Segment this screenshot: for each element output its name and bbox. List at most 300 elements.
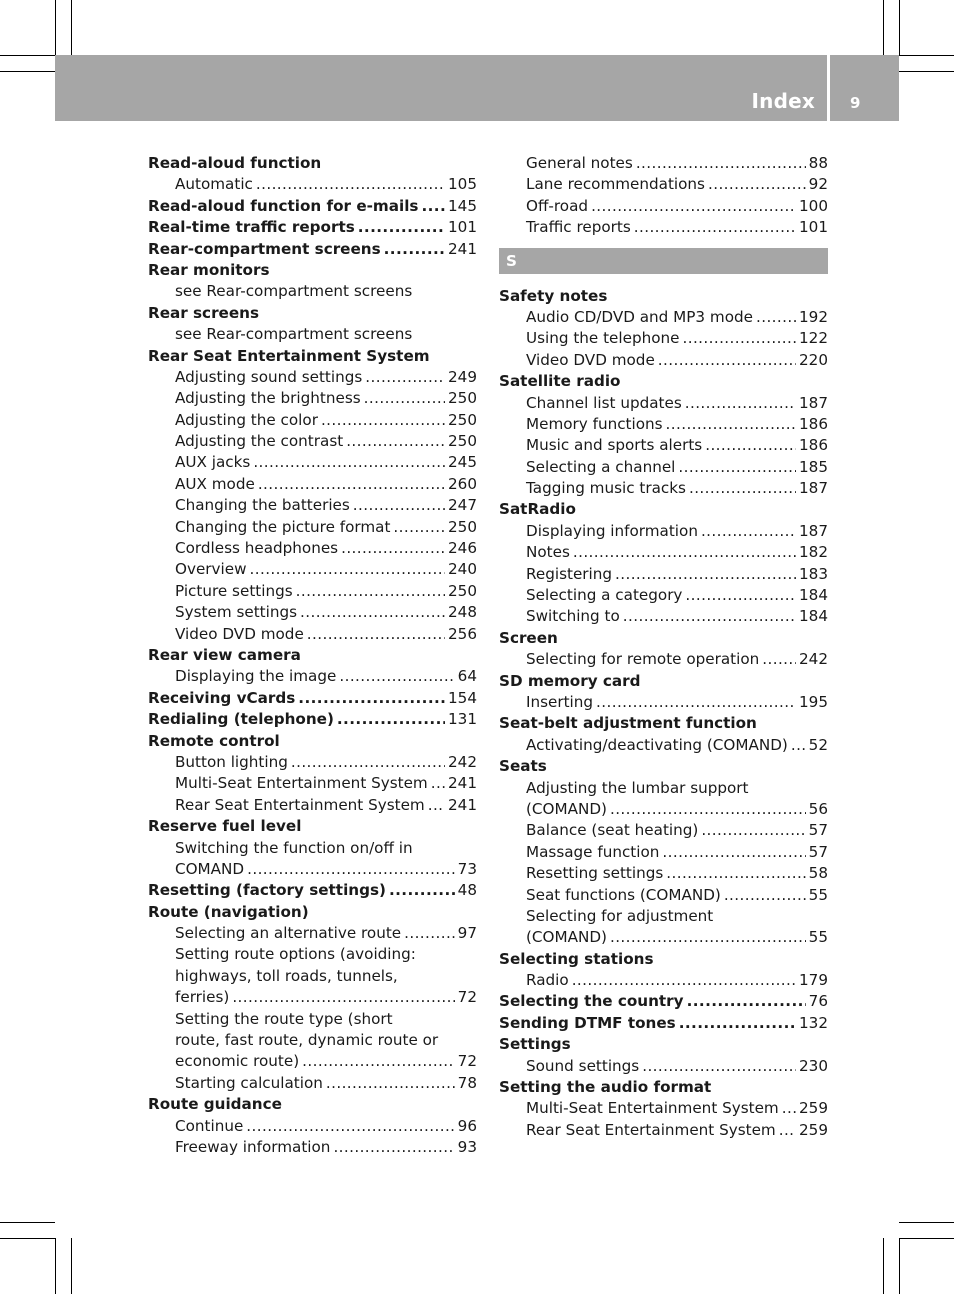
- entry-text: Activating/deactivating (COMAND): [526, 735, 788, 754]
- page-reference[interactable]: 260: [448, 474, 477, 493]
- page-reference[interactable]: 192: [799, 307, 828, 326]
- crop-mark: [899, 1238, 900, 1294]
- entry-text: Multi-Seat Entertainment System: [175, 774, 428, 793]
- index-subentry[interactable]: [499, 649, 828, 670]
- dot-leader: [300, 602, 445, 623]
- page-reference[interactable]: 52: [808, 735, 828, 754]
- entry-text: route, fast route, dynamic route or: [175, 1031, 439, 1050]
- dot-leader: [705, 435, 796, 456]
- entry-text: Settings: [499, 1035, 571, 1054]
- entry-text: Notes: [526, 543, 570, 562]
- entry-text: Freeway information: [175, 1137, 331, 1156]
- index-subentry[interactable]: [148, 752, 477, 773]
- entry-text: Rear screens: [148, 303, 260, 322]
- entry-text: Tagging music tracks: [526, 479, 686, 498]
- crop-mark: [899, 1238, 954, 1239]
- index-subentry[interactable]: [499, 885, 828, 906]
- page-reference[interactable]: 259: [799, 1120, 828, 1139]
- page-reference[interactable]: 220: [799, 350, 828, 369]
- entry-text: Channel list updates: [526, 393, 682, 412]
- entry-text: System settings: [175, 603, 298, 622]
- index-subentry[interactable]: [148, 773, 477, 794]
- dot-leader: [666, 414, 796, 435]
- index-heading[interactable]: [499, 1013, 828, 1034]
- index-heading: [148, 816, 477, 837]
- page-reference[interactable]: 183: [799, 564, 828, 583]
- dot-leader: [337, 709, 445, 730]
- index-subentry[interactable]: [148, 517, 477, 538]
- index-subentry[interactable]: [148, 1051, 477, 1072]
- dot-leader: [302, 1051, 455, 1072]
- page-reference[interactable]: 242: [799, 650, 828, 669]
- dot-leader: [591, 196, 796, 217]
- page-reference[interactable]: 72: [457, 1052, 477, 1071]
- dot-leader: [431, 773, 445, 794]
- entry-text: economic route): [175, 1052, 300, 1071]
- index-subentry: [148, 1009, 477, 1030]
- entry-text: Selecting stations: [499, 949, 654, 968]
- dot-leader: [701, 521, 796, 542]
- index-subentry[interactable]: [148, 174, 477, 195]
- entry-text: (COMAND): [526, 799, 607, 818]
- page-reference[interactable]: 184: [799, 586, 828, 605]
- dot-leader: [393, 517, 445, 538]
- page-reference[interactable]: 186: [799, 436, 828, 455]
- dot-leader: [389, 880, 455, 901]
- dot-leader: [296, 581, 445, 602]
- dot-leader: [250, 559, 445, 580]
- page-reference[interactable]: 92: [808, 175, 828, 194]
- index-heading[interactable]: [148, 709, 477, 730]
- index-subentry[interactable]: [499, 521, 828, 542]
- dot-leader: [687, 991, 806, 1012]
- crop-mark: [883, 1238, 884, 1294]
- index-subentry[interactable]: [499, 328, 828, 349]
- entry-text: Setting route options (avoiding:: [175, 945, 416, 964]
- page-number-box: [830, 55, 899, 121]
- index-column-left: [148, 153, 477, 1158]
- dot-leader: [307, 624, 445, 645]
- page-reference[interactable]: 131: [448, 710, 477, 729]
- dot-leader: [701, 820, 805, 841]
- crop-mark: [0, 55, 55, 56]
- crop-mark: [0, 71, 55, 72]
- index-subentry[interactable]: [499, 863, 828, 884]
- entry-text: Safety notes: [499, 286, 608, 305]
- index-subentry[interactable]: [148, 452, 477, 473]
- index-subentry[interactable]: [499, 307, 828, 328]
- index-subentry[interactable]: [148, 581, 477, 602]
- index-subentry[interactable]: [148, 559, 477, 580]
- entry-text: Resetting settings: [526, 864, 664, 883]
- dot-leader: [346, 431, 445, 452]
- crop-mark: [0, 1222, 55, 1223]
- dot-leader: [333, 1137, 454, 1158]
- entry-text: Adjusting the lumbar support: [526, 778, 749, 797]
- entry-text: Seat functions (COMAND): [526, 885, 721, 904]
- index-subentry[interactable]: [499, 692, 828, 713]
- crop-mark: [883, 0, 884, 55]
- index-heading: [499, 756, 828, 777]
- entry-text: Rear Seat Entertainment System: [175, 795, 425, 814]
- dot-leader: [596, 692, 796, 713]
- entry-text: AUX jacks: [175, 453, 251, 472]
- dot-leader: [708, 174, 806, 195]
- index-subentry: [148, 944, 477, 965]
- index-subentry: [148, 838, 477, 859]
- entry-text: Rear monitors: [148, 260, 270, 279]
- entry-text: Selecting for remote operation: [526, 650, 760, 669]
- page-reference[interactable]: 249: [448, 367, 477, 386]
- entry-text: Sending DTMF tones: [499, 1013, 676, 1032]
- page-reference[interactable]: 76: [808, 992, 828, 1011]
- entry-text: Route (navigation): [148, 902, 309, 921]
- crop-mark: [899, 55, 954, 56]
- index-subentry[interactable]: [499, 585, 828, 606]
- entry-text: highways, toll roads, tunnels,: [175, 966, 398, 985]
- entry-text: Music and sports alerts: [526, 436, 703, 455]
- index-subentry: [148, 324, 477, 345]
- dot-leader: [756, 307, 796, 328]
- page-reference[interactable]: 48: [457, 881, 477, 900]
- entry-text: Redialing (telephone): [148, 710, 334, 729]
- index-subentry[interactable]: [148, 495, 477, 516]
- index-heading[interactable]: [148, 880, 477, 901]
- entry-text: Displaying information: [526, 521, 698, 540]
- page-reference[interactable]: 55: [808, 885, 828, 904]
- dot-leader: [232, 987, 454, 1008]
- entry-text: Adjusting sound settings: [175, 367, 363, 386]
- entry-text: Starting calculation: [175, 1073, 323, 1092]
- dot-leader: [762, 649, 796, 670]
- page-reference[interactable]: 56: [808, 799, 828, 818]
- index-subentry[interactable]: [148, 859, 477, 880]
- index-heading: [148, 902, 477, 923]
- page-reference[interactable]: 250: [448, 389, 477, 408]
- index-subentry: [499, 906, 828, 927]
- dot-leader: [782, 1098, 796, 1119]
- index-subentry[interactable]: [148, 624, 477, 645]
- page-reference[interactable]: 100: [799, 196, 828, 215]
- dot-leader: [662, 842, 805, 863]
- dot-leader: [623, 606, 796, 627]
- page-reference[interactable]: 96: [457, 1116, 477, 1135]
- index-subentry[interactable]: [499, 350, 828, 371]
- index-subentry[interactable]: [499, 842, 828, 863]
- page-reference[interactable]: 179: [799, 971, 828, 990]
- dot-leader: [615, 564, 796, 585]
- page-reference[interactable]: 187: [799, 393, 828, 412]
- index-subentry[interactable]: [499, 606, 828, 627]
- dot-leader: [573, 542, 796, 563]
- entry-text: Read-aloud function for e-mails: [148, 196, 419, 215]
- dot-leader: [253, 452, 445, 473]
- index-heading: [499, 713, 828, 734]
- index-subentry[interactable]: [499, 799, 828, 820]
- index-subentry[interactable]: [499, 414, 828, 435]
- index-subentry[interactable]: [499, 820, 828, 841]
- entry-text: Satellite radio: [499, 372, 621, 391]
- index-subentry[interactable]: [499, 1056, 828, 1077]
- page-reference[interactable]: 97: [457, 924, 477, 943]
- page-reference[interactable]: 182: [799, 543, 828, 562]
- dot-leader: [689, 478, 796, 499]
- entry-text: Rear-compartment screens: [148, 239, 381, 258]
- entry-text: Receiving vCards: [148, 688, 296, 707]
- index-subentry[interactable]: [148, 388, 477, 409]
- dot-leader: [634, 217, 796, 238]
- index-subentry[interactable]: [499, 1098, 828, 1119]
- dot-leader: [339, 666, 454, 687]
- index-heading: [499, 671, 828, 692]
- index-subentry[interactable]: [148, 987, 477, 1008]
- index-subentry[interactable]: [148, 410, 477, 431]
- index-heading: [499, 1077, 828, 1098]
- index-subentry: [148, 281, 477, 302]
- entry-text: Massage function: [526, 842, 660, 861]
- index-subentry[interactable]: [499, 174, 828, 195]
- index-heading: [499, 628, 828, 649]
- section-letter-header: S: [499, 248, 828, 274]
- page-reference[interactable]: 256: [448, 624, 477, 643]
- dot-leader: [404, 923, 455, 944]
- dot-leader: [421, 196, 445, 217]
- entry-text: Multi-Seat Entertainment System: [526, 1099, 779, 1118]
- entry-text: Balance (seat heating): [526, 821, 699, 840]
- entry-text: Overview: [175, 560, 247, 579]
- page-reference[interactable]: 57: [808, 842, 828, 861]
- crop-mark: [899, 1222, 954, 1223]
- index-subentry[interactable]: [148, 1116, 477, 1137]
- index-heading: [148, 731, 477, 752]
- index-heading[interactable]: [148, 196, 477, 217]
- entry-text: COMAND: [175, 859, 245, 878]
- entry-text: Read-aloud function: [148, 154, 322, 172]
- entry-text: Inserting: [526, 692, 594, 711]
- page-reference[interactable]: 241: [448, 774, 477, 793]
- entry-text: Switching the function on/off in: [175, 838, 413, 857]
- index-subentry[interactable]: [499, 153, 828, 174]
- index-heading[interactable]: [499, 991, 828, 1012]
- page-reference[interactable]: 73: [457, 859, 477, 878]
- index-heading: [148, 645, 477, 666]
- index-heading: [148, 346, 477, 367]
- page-reference[interactable]: 250: [448, 432, 477, 451]
- index-subentry[interactable]: [499, 196, 828, 217]
- page-reference[interactable]: 186: [799, 414, 828, 433]
- entry-text: Lane recommendations: [526, 175, 705, 194]
- crop-mark: [55, 0, 56, 55]
- entry-text: ferries): [175, 988, 230, 1007]
- entry-text: Screen: [499, 628, 558, 647]
- dot-leader: [384, 239, 445, 260]
- page-reference[interactable]: 245: [448, 453, 477, 472]
- page-reference[interactable]: 187: [799, 521, 828, 540]
- crop-mark: [899, 0, 900, 55]
- page-reference[interactable]: 259: [799, 1099, 828, 1118]
- page-reference[interactable]: 250: [448, 410, 477, 429]
- page-reference[interactable]: 78: [457, 1073, 477, 1092]
- index-subentry[interactable]: [499, 564, 828, 585]
- index-column-right: [499, 153, 828, 1141]
- index-subentry: [499, 778, 828, 799]
- entry-text: (COMAND): [526, 928, 607, 947]
- entry-text: Remote control: [148, 731, 280, 750]
- entry-text: Rear view camera: [148, 645, 301, 664]
- page-reference[interactable]: 250: [448, 517, 477, 536]
- page-reference[interactable]: 250: [448, 581, 477, 600]
- crop-mark: [55, 1238, 56, 1294]
- entry-text: SatRadio: [499, 500, 576, 519]
- entry-text: Rear Seat Entertainment System: [148, 346, 430, 365]
- index-subentry[interactable]: [148, 602, 477, 623]
- crop-mark: [71, 0, 72, 55]
- crop-mark: [71, 1238, 72, 1294]
- index-subentry[interactable]: [499, 735, 828, 756]
- entry-text: Selecting the country: [499, 992, 684, 1011]
- page-reference[interactable]: 184: [799, 607, 828, 626]
- dot-leader: [610, 799, 806, 820]
- index-subentry[interactable]: [499, 1120, 828, 1141]
- entry-text: Changing the picture format: [175, 517, 391, 536]
- page-reference[interactable]: 101: [448, 218, 477, 237]
- index-heading[interactable]: [148, 239, 477, 260]
- header-bar: [55, 55, 827, 121]
- entry-text: Selecting a category: [526, 586, 683, 605]
- page-reference[interactable]: 145: [448, 196, 477, 215]
- dot-leader: [682, 328, 796, 349]
- entry-text: Real-time traffic reports: [148, 218, 355, 237]
- page-reference[interactable]: 57: [808, 821, 828, 840]
- page-reference[interactable]: 105: [448, 175, 477, 194]
- page-reference[interactable]: 230: [799, 1056, 828, 1075]
- entry-text: Using the telephone: [526, 329, 680, 348]
- page-reference[interactable]: 241: [448, 239, 477, 258]
- page-reference[interactable]: 55: [808, 928, 828, 947]
- index-heading[interactable]: [148, 688, 477, 709]
- page-reference[interactable]: 241: [448, 795, 477, 814]
- entry-text: Off-road: [526, 196, 589, 215]
- index-heading: [499, 371, 828, 392]
- page-reference[interactable]: 195: [799, 692, 828, 711]
- index-subentry[interactable]: [499, 542, 828, 563]
- dot-leader: [256, 174, 445, 195]
- entry-text: Seats: [499, 757, 547, 776]
- page-reference[interactable]: 101: [799, 218, 828, 237]
- dot-leader: [326, 1073, 455, 1094]
- page-reference[interactable]: 154: [448, 688, 477, 707]
- dot-leader: [353, 495, 445, 516]
- index-subentry[interactable]: [148, 923, 477, 944]
- index-subentry[interactable]: [499, 970, 828, 991]
- page-reference[interactable]: 246: [448, 539, 477, 558]
- entry-text: Radio: [526, 971, 569, 990]
- entry-text: Route guidance: [148, 1095, 282, 1114]
- dot-leader: [724, 885, 806, 906]
- index-subentry[interactable]: [499, 217, 828, 238]
- page-title: Index: [751, 89, 815, 113]
- page-reference[interactable]: 248: [448, 603, 477, 622]
- entry-text: Automatic: [175, 175, 253, 194]
- entry-text: Selecting for adjustment: [526, 906, 714, 925]
- entry-text: see Rear-compartment screens: [175, 282, 413, 301]
- entry-text: see Rear-compartment screens: [175, 325, 413, 344]
- index-subentry[interactable]: [148, 1073, 477, 1094]
- page-reference[interactable]: 240: [448, 560, 477, 579]
- entry-text: Changing the batteries: [175, 496, 350, 515]
- index-subentry[interactable]: [148, 795, 477, 816]
- index-subentry[interactable]: [148, 367, 477, 388]
- index-subentry[interactable]: [499, 435, 828, 456]
- index-subentry[interactable]: [148, 1137, 477, 1158]
- entry-text: Continue: [175, 1116, 244, 1135]
- dot-leader: [685, 393, 796, 414]
- entry-text: Switching to: [526, 607, 620, 626]
- page-reference[interactable]: 93: [457, 1137, 477, 1156]
- dot-leader: [666, 863, 805, 884]
- dot-leader: [258, 474, 445, 495]
- page-reference[interactable]: 58: [808, 864, 828, 883]
- page-reference[interactable]: 187: [799, 479, 828, 498]
- dot-leader: [246, 1116, 454, 1137]
- page-reference[interactable]: 122: [799, 329, 828, 348]
- page-reference[interactable]: 132: [799, 1013, 828, 1032]
- index-subentry[interactable]: [499, 457, 828, 478]
- dot-leader: [321, 410, 445, 431]
- page-reference[interactable]: 247: [448, 496, 477, 515]
- entry-text: Video DVD mode: [526, 350, 655, 369]
- entry-text: Audio CD/DVD and MP3 mode: [526, 307, 753, 326]
- page-reference[interactable]: 185: [799, 457, 828, 476]
- index-subentry: [148, 1030, 477, 1051]
- entry-text: Reserve fuel level: [148, 817, 302, 836]
- entry-text: Cordless headphones: [175, 539, 339, 558]
- page-number: 9: [850, 94, 861, 112]
- index-subentry[interactable]: [148, 431, 477, 452]
- index-subentry[interactable]: [499, 927, 828, 948]
- entry-text: Traffic reports: [526, 218, 631, 237]
- entry-text: Memory functions: [526, 414, 663, 433]
- index-subentry[interactable]: [148, 474, 477, 495]
- index-subentry[interactable]: [148, 666, 477, 687]
- dot-leader: [364, 388, 445, 409]
- page-reference[interactable]: 72: [457, 988, 477, 1007]
- dot-leader: [572, 970, 796, 991]
- entry-text: Displaying the image: [175, 667, 337, 686]
- entry-text: Setting the route type (short: [175, 1009, 393, 1028]
- entry-text: Rear Seat Entertainment System: [526, 1120, 776, 1139]
- entry-text: Adjusting the color: [175, 410, 318, 429]
- page-reference[interactable]: 242: [448, 752, 477, 771]
- dot-leader: [685, 585, 796, 606]
- entry-text: Picture settings: [175, 581, 293, 600]
- page-reference[interactable]: 88: [808, 154, 828, 172]
- entry-text: Adjusting the contrast: [175, 432, 344, 451]
- dot-leader: [247, 859, 455, 880]
- dot-leader: [642, 1056, 796, 1077]
- index-heading[interactable]: [148, 217, 477, 238]
- index-subentry[interactable]: [499, 478, 828, 499]
- index-subentry[interactable]: [148, 538, 477, 559]
- index-subentry[interactable]: [499, 393, 828, 414]
- entry-text: Button lighting: [175, 752, 288, 771]
- page-reference[interactable]: 64: [457, 667, 477, 686]
- index-heading: [499, 499, 828, 520]
- entry-text: Selecting an alternative route: [175, 924, 402, 943]
- dot-leader: [298, 688, 445, 709]
- dot-leader: [428, 795, 445, 816]
- dot-leader: [341, 538, 445, 559]
